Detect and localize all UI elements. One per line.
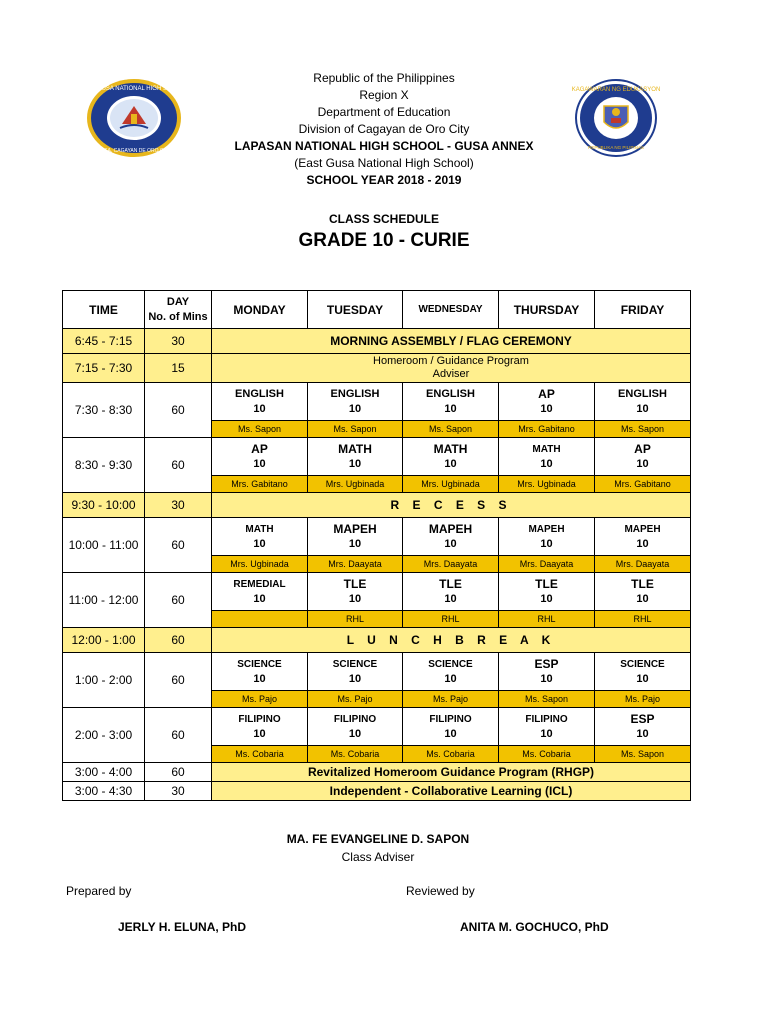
subject-name: MAPEH [428,521,473,536]
time-cell: 7:15 - 7:30 [63,354,145,383]
adviser-name: MA. FE EVANGELINE D. SAPON [286,832,470,846]
table-row [63,782,691,801]
subject-cell [212,708,308,746]
table-row [63,573,691,611]
minutes-cell: 60 [145,708,212,763]
subject-grade: 10 [253,592,266,605]
subject-name: FILIPINO [333,713,377,725]
teacher-cell: Ms. Sapon [595,746,691,763]
subject-grade: 10 [636,537,649,550]
subject-name: MAPEH [333,521,377,536]
subject-cell [499,708,595,746]
header-mins-label: No. of Mins [148,310,208,323]
subject-grade: 10 [444,457,457,470]
minutes-cell: 30 [145,329,212,354]
teacher-cell: Mrs. Ugbinada [308,476,403,493]
time-cell: 10:00 - 11:00 [63,518,145,573]
subject-name: ENGLISH [426,387,475,400]
subject-name: ENGLISH [330,387,380,400]
subject-cell [403,708,499,746]
time-cell: 3:00 - 4:00 [63,763,145,782]
subject-name: SCIENCE [620,658,665,670]
table-row [63,329,691,354]
minutes-cell: 60 [145,653,212,708]
subject-cell [499,518,595,556]
subject-grade: 10 [348,457,362,470]
header-school-name: LAPASAN NATIONAL HIGH SCHOOL - GUSA ANNEX [234,139,534,153]
seal-ring-top-text: KAGAWARAN NG EDUKASYON [571,87,661,93]
minutes-cell: 60 [145,383,212,438]
subject-cell [212,438,308,476]
subject-name: SCIENCE [332,658,378,670]
subject-cell [308,708,403,746]
teacher-cell: Ms. Sapon [499,691,595,708]
subject-grade: 10 [444,672,457,685]
header-department: Department of Education [317,105,451,119]
time-cell: 6:45 - 7:15 [63,329,145,354]
teacher-cell: Mrs. Daayata [403,556,499,573]
subject-grade: 10 [636,727,649,740]
subject-name: FILIPINO [525,713,568,725]
subject-grade: 10 [348,672,362,685]
subject-cell [595,438,691,476]
subject-cell [595,383,691,421]
activity-band: Independent - Collaborative Learning (ICL) [212,782,691,801]
subject-name: MATH [338,441,372,456]
subject-name: TLE [535,576,558,591]
teacher-cell: Mrs. Gabitano [595,476,691,493]
subject-cell [499,438,595,476]
adviser-role: Class Adviser [341,850,415,864]
teacher-cell: Ms. Sapon [308,421,403,438]
subject-grade: 10 [444,727,457,740]
teacher-cell: Ms. Sapon [212,421,308,438]
subject-cell [595,518,691,556]
header-division: Division of Cagayan de Oro City [298,122,470,136]
reviewed-by-name: ANITA M. GOCHUCO, PhD [460,920,609,934]
teacher-cell: Mrs. Ugbinada [403,476,499,493]
activity-band: R E C E S S [212,493,691,518]
subject-grade: 10 [540,672,553,685]
subject-name: MAPEH [528,523,565,535]
header-friday: FRIDAY [595,291,691,329]
subject-cell [308,653,403,691]
subject-cell [308,573,403,611]
subject-grade: 10 [444,402,457,415]
minutes-cell: 15 [145,354,212,383]
table-header-row [63,291,691,329]
teacher-cell: Ms. Cobaria [308,746,403,763]
subject-grade: 10 [348,727,362,740]
subject-name: MATH [245,523,274,535]
left-logo-ring-top-text: EAST GUSA NATIONAL HIGH SCHOOL [79,86,189,92]
subject-name: REMEDIAL [233,578,286,590]
teacher-cell: Ms. Pajo [595,691,691,708]
subject-cell [308,383,403,421]
seal-ring-bottom-text: REPUBLIKA NG PILIPINAS [588,145,644,150]
header-thursday: THURSDAY [499,291,595,329]
header-day-label: DAY [166,295,190,308]
subject-grade: 10 [444,537,457,550]
header-monday: MONDAY [212,291,308,329]
teacher-cell: Ms. Sapon [403,421,499,438]
teacher-cell: Mrs. Ugbinada [212,556,308,573]
teacher-cell: Mrs. Daayata [308,556,403,573]
subject-cell [403,438,499,476]
minutes-cell: 30 [145,782,212,801]
subject-cell [595,708,691,746]
time-cell: 9:30 - 10:00 [63,493,145,518]
teacher-cell: Ms. Cobaria [499,746,595,763]
subject-name: SCIENCE [428,658,473,670]
subject-grade: 10 [348,592,362,605]
table-row [63,518,691,556]
subject-name: ESP [534,656,559,671]
subject-grade: 10 [253,457,266,470]
subject-grade: 10 [636,672,649,685]
homeroom-band-line1: Homeroom / Guidance Program [373,355,529,367]
subject-grade: 10 [636,592,649,605]
subject-cell [212,653,308,691]
teacher-cell: Ms. Pajo [403,691,499,708]
header-tuesday: TUESDAY [308,291,403,329]
time-cell: 1:00 - 2:00 [63,653,145,708]
reviewed-by-label: Reviewed by [406,884,475,898]
subject-cell [403,573,499,611]
time-cell: 12:00 - 1:00 [63,628,145,653]
time-cell: 2:00 - 3:00 [63,708,145,763]
table-row [63,763,691,782]
teacher-cell: Mrs. Gabitano [212,476,308,493]
subject-name: AP [634,441,651,456]
subject-cell [595,573,691,611]
grade-section-title: GRADE 10 - CURIE [298,230,470,251]
subject-grade: 10 [253,402,266,415]
teacher-cell: Ms. Cobaria [403,746,499,763]
subject-grade: 10 [253,727,266,740]
subject-cell [499,383,595,421]
minutes-cell: 60 [145,628,212,653]
subject-cell [308,518,403,556]
table-row [63,653,691,691]
header-wednesday: WEDNESDAY [403,291,499,329]
time-cell: 11:00 - 12:00 [63,573,145,628]
subject-grade: 10 [348,537,362,550]
header-school-year: SCHOOL YEAR 2018 - 2019 [306,173,462,187]
subject-name: SCIENCE [237,658,282,670]
subject-name: ENGLISH [618,387,667,400]
subject-grade: 10 [540,592,553,605]
subject-name: MATH [433,441,468,456]
subject-grade: 10 [540,402,553,415]
subject-name: ESP [630,711,655,726]
left-logo-ring-bottom-text: GUSA, CAGAYAN DE ORO CITY [96,148,172,154]
teacher-cell: RHL [403,611,499,628]
homeroom-band [212,354,691,383]
subject-name: FILIPINO [429,713,472,725]
table-row [63,628,691,653]
subject-name: TLE [631,576,654,591]
subject-name: FILIPINO [238,713,281,725]
teacher-cell: Mrs. Daayata [499,556,595,573]
subject-name: TLE [439,576,462,591]
subject-name: TLE [343,576,367,591]
subject-cell [595,653,691,691]
header-time: TIME [63,291,145,329]
table-row [63,438,691,476]
schedule-body [63,329,691,801]
subject-grade: 10 [636,402,649,415]
subject-grade: 10 [540,727,553,740]
subject-name: MATH [532,443,561,455]
teacher-cell: Ms. Pajo [212,691,308,708]
teacher-cell: Ms. Sapon [595,421,691,438]
teacher-cell: Ms. Cobaria [212,746,308,763]
minutes-cell: 60 [145,438,212,493]
subject-cell [212,383,308,421]
prepared-by-label: Prepared by [66,884,132,898]
subject-grade: 10 [540,457,553,470]
minutes-cell: 60 [145,518,212,573]
class-schedule-table [62,290,691,801]
time-cell: 3:00 - 4:30 [63,782,145,801]
minutes-cell: 60 [145,573,212,628]
teacher-cell: Mrs. Gabitano [499,421,595,438]
teacher-cell: RHL [595,611,691,628]
minutes-cell: 60 [145,763,212,782]
subject-cell [403,383,499,421]
subject-cell [212,518,308,556]
subject-cell [403,653,499,691]
minutes-cell: 30 [145,493,212,518]
subject-grade: 10 [540,537,553,550]
subject-cell [403,518,499,556]
subject-cell [212,573,308,611]
subject-name: ENGLISH [235,387,284,400]
table-row [63,354,691,383]
teacher-cell: RHL [499,611,595,628]
teacher-cell: Mrs. Daayata [595,556,691,573]
subject-grade: 10 [348,402,362,415]
prepared-by-name: JERLY H. ELUNA, PhD [118,920,247,934]
homeroom-band-line2: Adviser [432,368,470,380]
table-row [63,493,691,518]
subject-cell [499,573,595,611]
subject-name: MAPEH [624,523,661,535]
table-row [63,383,691,421]
subject-cell [308,438,403,476]
activity-band: MORNING ASSEMBLY / FLAG CEREMONY [212,329,691,354]
subject-name: AP [251,441,268,456]
subject-grade: 10 [636,457,649,470]
schedule-title: CLASS SCHEDULE [328,212,439,226]
letterhead [0,70,768,189]
header-school-alt-name: (East Gusa National High School) [294,156,474,170]
subject-name: AP [538,386,555,401]
time-cell: 7:30 - 8:30 [63,383,145,438]
subject-grade: 10 [444,592,457,605]
table-row [63,708,691,746]
header-day-mins [145,291,212,329]
teacher-cell: RHL [308,611,403,628]
header-republic: Republic of the Philippines [313,71,455,85]
header-region: Region X [359,88,409,102]
teacher-cell: Ms. Pajo [308,691,403,708]
activity-band: Revitalized Homeroom Guidance Program (RHGP) [212,763,691,782]
subject-grade: 10 [253,672,266,685]
activity-band: L U N C H B R E A K [212,628,691,653]
subject-cell [499,653,595,691]
teacher-cell: Mrs. Ugbinada [499,476,595,493]
time-cell: 8:30 - 9:30 [63,438,145,493]
subject-grade: 10 [253,537,266,550]
teacher-cell [212,611,308,628]
